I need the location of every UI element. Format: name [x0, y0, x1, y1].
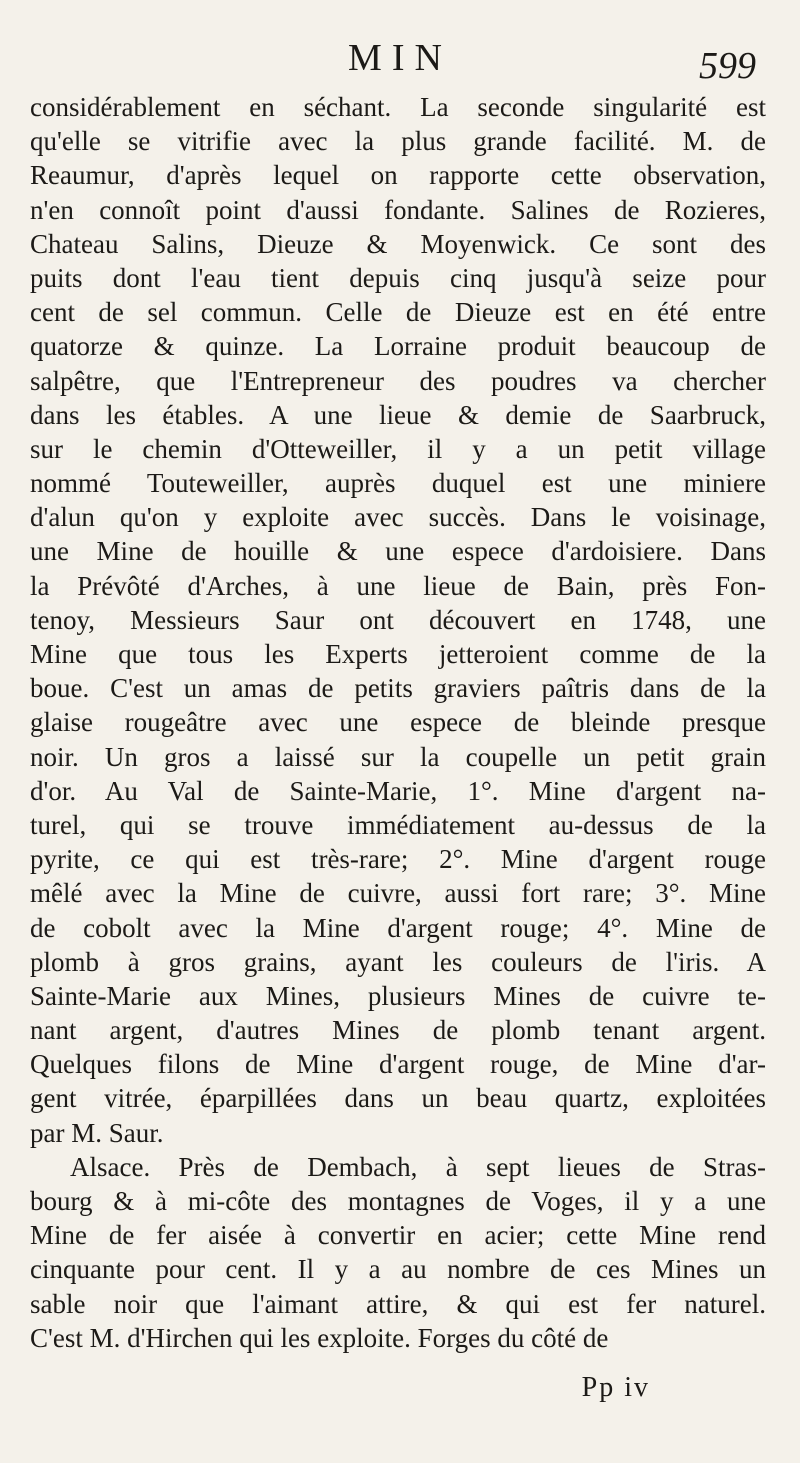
text-line: turel, qui se trouve immédiatement au-dessus de la [30, 809, 766, 840]
text-line: tenoy, Messieurs Saur ont découvert en 1748, une [30, 604, 766, 635]
paragraph [30, 1150, 766, 1355]
text-line: Reaumur, d'après lequel on rapporte cette observation, [30, 160, 766, 191]
page-number: 599 [699, 45, 756, 87]
text-line: salpêtre, que l'Entrepreneur des poudres va chercher [30, 365, 766, 396]
text-line: sable noir que l'aimant attire, & qui est fer naturel. [30, 1288, 766, 1319]
text-line: cent de sel commun. Celle de Dieuze est en été entre [30, 297, 766, 328]
text-line: gent vitrée, éparpillées dans un beau quartz, exploitées [30, 1083, 766, 1114]
running-head: MIN [348, 37, 452, 79]
text-line: qu'elle se vitrifie avec la plus grande facilité. M. de [30, 126, 766, 157]
text-line: plomb à gros grains, ayant les couleurs de l'iris. A [30, 946, 766, 977]
text-line: nommé Touteweiller, auprès duquel est une miniere [30, 468, 766, 499]
paragraph [30, 90, 766, 1150]
text-line: d'alun qu'on y exploite avec succès. Dans le voisinage, [30, 502, 766, 533]
page-header [0, 36, 800, 96]
text-line: C'est M. d'Hirchen qui les exploite. Forges du côté de [30, 1322, 609, 1353]
page-body [30, 90, 766, 1355]
text-line: mêlé avec la Mine de cuivre, aussi fort rare; 3°. Mine [30, 878, 766, 909]
text-line: puits dont l'eau tient depuis cinq jusqu'à seize pour [30, 262, 766, 293]
text-line: de cobolt avec la Mine d'argent rouge; 4°. Mine de [30, 912, 766, 943]
text-line: par M. Saur. [30, 1117, 164, 1148]
text-line: glaise rougeâtre avec une espece de bleinde presque [30, 707, 766, 738]
text-line: Alsace. Près de Dembach, à sept lieues de Stras- [70, 1151, 766, 1182]
signature-mark: Pp iv [581, 1372, 650, 1403]
text-line: cinquante pour cent. Il y a au nombre de ces Mines un [30, 1254, 766, 1285]
text-line: Quelques filons de Mine d'argent rouge, de Mine d'ar- [30, 1049, 766, 1080]
text-line: Mine que tous les Experts jetteroient comme de la [30, 639, 766, 669]
text-line: n'en connoît point d'aussi fondante. Salines de Rozieres, [30, 194, 766, 225]
text-line: noir. Un gros a laissé sur la coupelle un petit grain [30, 741, 766, 772]
text-line: quatorze & quinze. La Lorraine produit beaucoup de [30, 331, 766, 362]
text-line: nant argent, d'autres Mines de plomb tenant argent. [30, 1015, 766, 1046]
text-line: Chateau Salins, Dieuze & Moyenwick. Ce sont des [30, 228, 766, 259]
text-line: Sainte-Marie aux Mines, plusieurs Mines de cuivre te- [30, 980, 766, 1011]
text-line: Mine de fer aisée à convertir en acier; cette Mine rend [30, 1220, 766, 1251]
text-line: la Prévôté d'Arches, à une lieue de Bain, près Fon- [30, 570, 766, 601]
text-line: dans les étables. A une lieue & demie de Saarbruck, [30, 399, 766, 430]
text-line: pyrite, ce qui est très-rare; 2°. Mine d'argent rouge [30, 844, 766, 875]
text-line: boue. C'est un amas de petits graviers paîtris dans de la [30, 673, 766, 704]
text-line: d'or. Au Val de Sainte-Marie, 1°. Mine d'argent na- [30, 775, 766, 806]
text-line: une Mine de houille & une espece d'ardoisiere. Dans [30, 536, 766, 567]
text-line: considérablement en séchant. La seconde singularité est [30, 92, 766, 122]
text-line: bourg & à mi-côte des montagnes de Voges, il y a une [30, 1186, 766, 1216]
text-line: sur le chemin d'Otteweiller, il y a un petit village [30, 433, 766, 464]
